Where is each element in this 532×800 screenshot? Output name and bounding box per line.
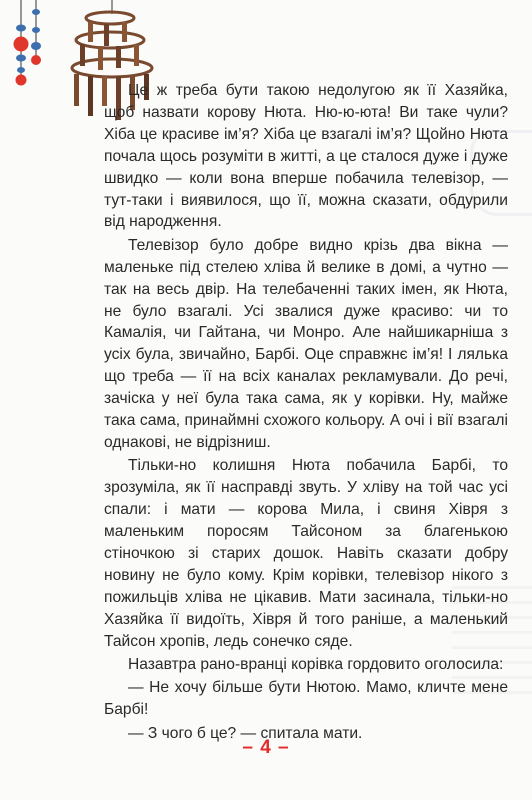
paragraph: Це ж треба бути такою недолугою як її Хазяйка, щоб назвати корову Нюта. Ню-ю-юта! Ви таке чули? Хіба це красиве ім’я? Хіба це взагалі ім’я? Щойно Нюта почала щось розуміти в житті, а це сталося дуже і дуже швидко — коли вона вперше побачила телевізор, — тут-таки і виявилося, що її, можна сказати, обдурили від народження. (104, 82, 508, 231)
paragraph: Тільки-но колишня Нюта побачила Барбі, то зрозуміла, як її насправді звуть. У хліву на той час усі спали: і мати — корова Мила, і свиня Хівря з маленьким поросям Тайсоном за благенькою стіночкою зі старих дошок. Навіть сказати добру новину не було кому. Крім корівки, телевізор нікого з пожильців хліва не цікавив. Мати засинала, тільки-но Хазяйка її видоїть, Хівря й того раніше, а маленький Тайсон хропів, ледь сонечко сяде. (104, 457, 508, 650)
dialogue-line: — Не хочу більше бути Нютою. Мамо, кличте мене Барбі! (104, 679, 508, 719)
paragraph: Телевізор було добре видно крізь два вікна — маленьке під стелею хліва й велике в домі, а чутно — так на весь двір. На телебаченні таких імен, як Нюта, не було взагалі. Усі звалися дуже красиво: чи то Камалія, чи Гайтана, чи Монро. Але найшикарніша з усіх була, звичайно, Барбі. Оце справжнє ім’я! І лялька що треба — її на всіх каналах рекламували. До речі, зачіска у неї була така сама, як у корівки. Ну, майже така сама, принаймні схожого кольору. А очі і вії взагалі однакові, не відрізниш. (104, 236, 508, 451)
body-text (104, 80, 508, 746)
bead-garland-icon (14, 0, 42, 86)
page-number: – 4 – (242, 737, 290, 758)
dialogue-line: — З чого б це? — спитала мати. (128, 724, 363, 742)
paragraph: Назавтра рано-вранці корівка гордовито оголосила: (128, 656, 504, 674)
